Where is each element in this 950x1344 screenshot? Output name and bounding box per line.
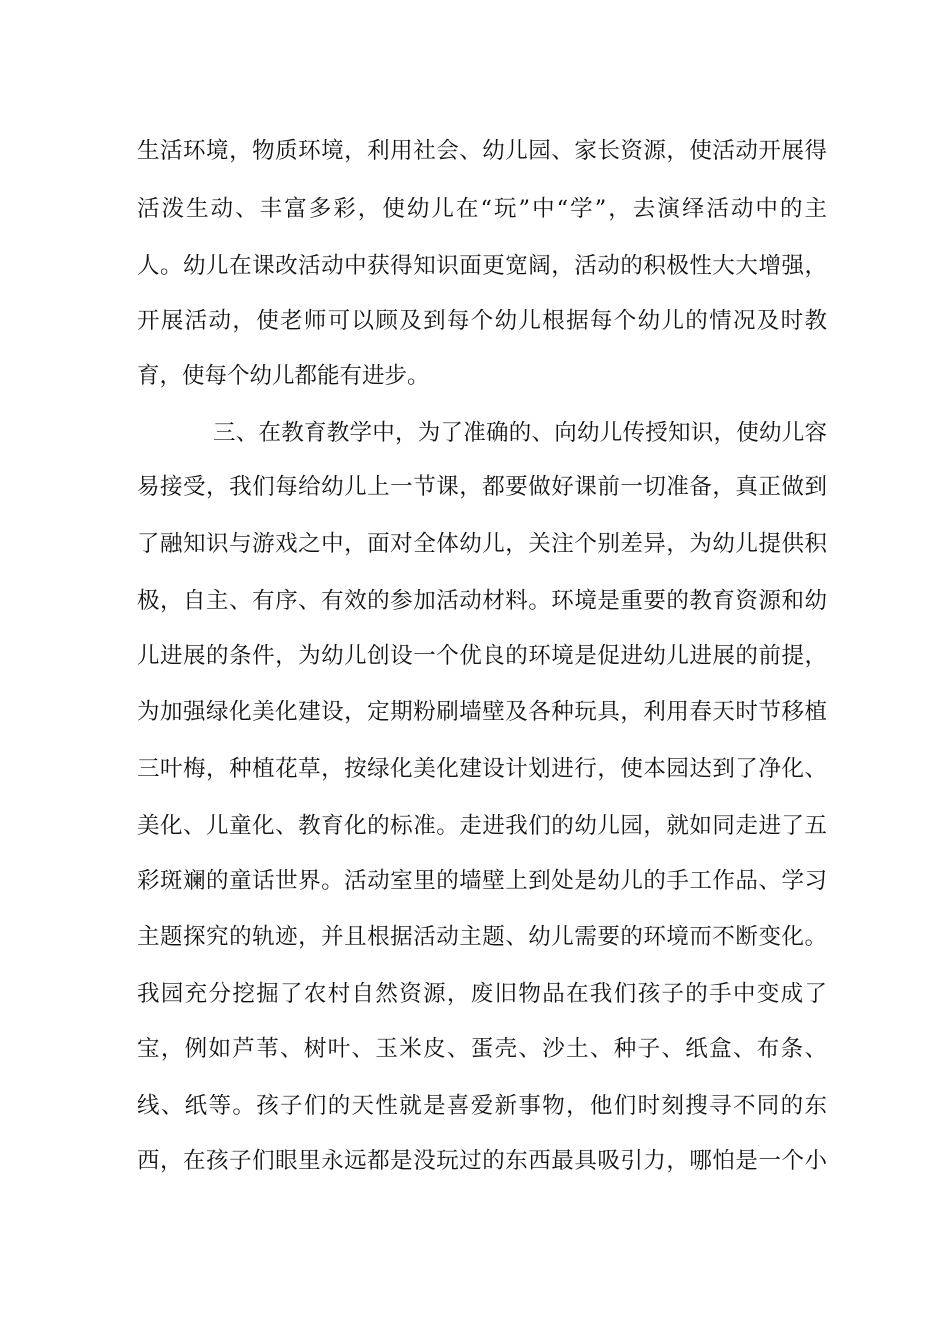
text-line: 我园充分挖掘了农村自然资源，废旧物品在我们孩子的手中变成了: [137, 981, 827, 1007]
paragraph-start-line: 三、在教育教学中，为了准确的、向幼儿传授知识，使幼儿容: [213, 420, 827, 446]
text-line: 儿进展的条件，为幼儿创设一个优良的环境是促进幼儿进展的前提，: [137, 643, 827, 669]
text-line: 主题探究的轨迹，并且根据活动主题、幼儿需要的环境而不断变化。: [137, 924, 827, 950]
text-line: 育，使每个幼儿都能有进步。: [137, 363, 430, 389]
text-line: 人。幼儿在课改活动中获得知识面更宽阔，活动的积极性大大增强，: [137, 253, 827, 279]
text-line: 开展活动，使老师可以顾及到每个幼儿根据每个幼儿的情况及时教: [137, 308, 827, 334]
text-line: 生活环境，物质环境，利用社会、幼儿园、家长资源，使活动开展得: [137, 138, 827, 164]
text-line: 线、纸等。孩子们的天性就是喜爱新事物，他们时刻搜寻不同的东: [137, 1093, 827, 1119]
text-line: 了融知识与游戏之中，面对全体幼儿，关注个别差异，为幼儿提供积: [137, 531, 827, 557]
text-line: 西，在孩子们眼里永远都是没玩过的东西最具吸引力，哪怕是一个小: [137, 1148, 827, 1174]
text-line: 宝，例如芦苇、树叶、玉米皮、蛋壳、沙土、种子、纸盒、布条、: [137, 1036, 827, 1062]
text-line: 活泼生动、丰富多彩，使幼儿在“玩”中“学”，去演绎活动中的主: [137, 196, 827, 222]
text-line: 为加强绿化美化建设，定期粉刷墙壁及各种玩具，利用春天时节移植: [137, 699, 827, 725]
text-line: 三叶梅，种植花草，按绿化美化建设计划进行，使本园达到了净化、: [137, 756, 827, 782]
text-line: 易接受，我们每给幼儿上一节课，都要做好课前一切准备，真正做到: [137, 474, 827, 500]
text-line: 彩斑斓的童话世界。活动室里的墙壁上到处是幼儿的手工作品、学习: [137, 868, 827, 894]
text-line: 美化、儿童化、教育化的标准。走进我们的幼儿园，就如同走进了五: [137, 813, 827, 839]
text-line: 极，自主、有序、有效的参加活动材料。环境是重要的教育资源和幼: [137, 588, 827, 614]
